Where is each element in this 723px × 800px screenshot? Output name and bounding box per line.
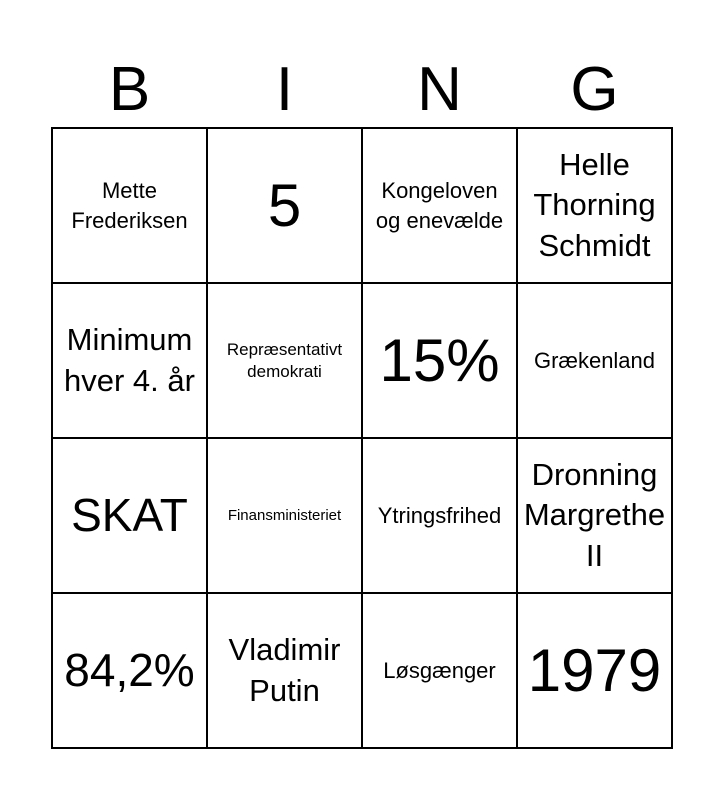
header-letter-n: N: [417, 55, 462, 124]
bingo-cell[interactable]: Finansministeriet: [208, 439, 363, 594]
header-letter-g: G: [570, 55, 619, 124]
bingo-header: [52, 52, 672, 128]
header-letter-i: I: [275, 55, 294, 124]
bingo-cell[interactable]: Vladimir Putin: [208, 594, 363, 749]
bingo-cell[interactable]: 5: [208, 129, 363, 284]
bingo-cell[interactable]: 15%: [363, 284, 518, 439]
bingo-cell[interactable]: Ytringsfrihed: [363, 439, 518, 594]
bingo-cell[interactable]: 1979: [518, 594, 673, 749]
bingo-board: [51, 127, 673, 749]
bingo-cell[interactable]: Grækenland: [518, 284, 673, 439]
bingo-cell[interactable]: Dronning Margrethe II: [518, 439, 673, 594]
header-letter-b: B: [108, 55, 151, 124]
bingo-cell[interactable]: SKAT: [53, 439, 208, 594]
bingo-cell[interactable]: Helle Thorning Schmidt: [518, 129, 673, 284]
bingo-cell[interactable]: Repræsentativt demokrati: [208, 284, 363, 439]
bingo-cell[interactable]: Kongeloven og enevælde: [363, 129, 518, 284]
bingo-cell[interactable]: Mette Frederiksen: [53, 129, 208, 284]
bingo-cell[interactable]: Minimum hver 4. år: [53, 284, 208, 439]
bingo-cell[interactable]: 84,2%: [53, 594, 208, 749]
bingo-cell[interactable]: Løsgænger: [363, 594, 518, 749]
